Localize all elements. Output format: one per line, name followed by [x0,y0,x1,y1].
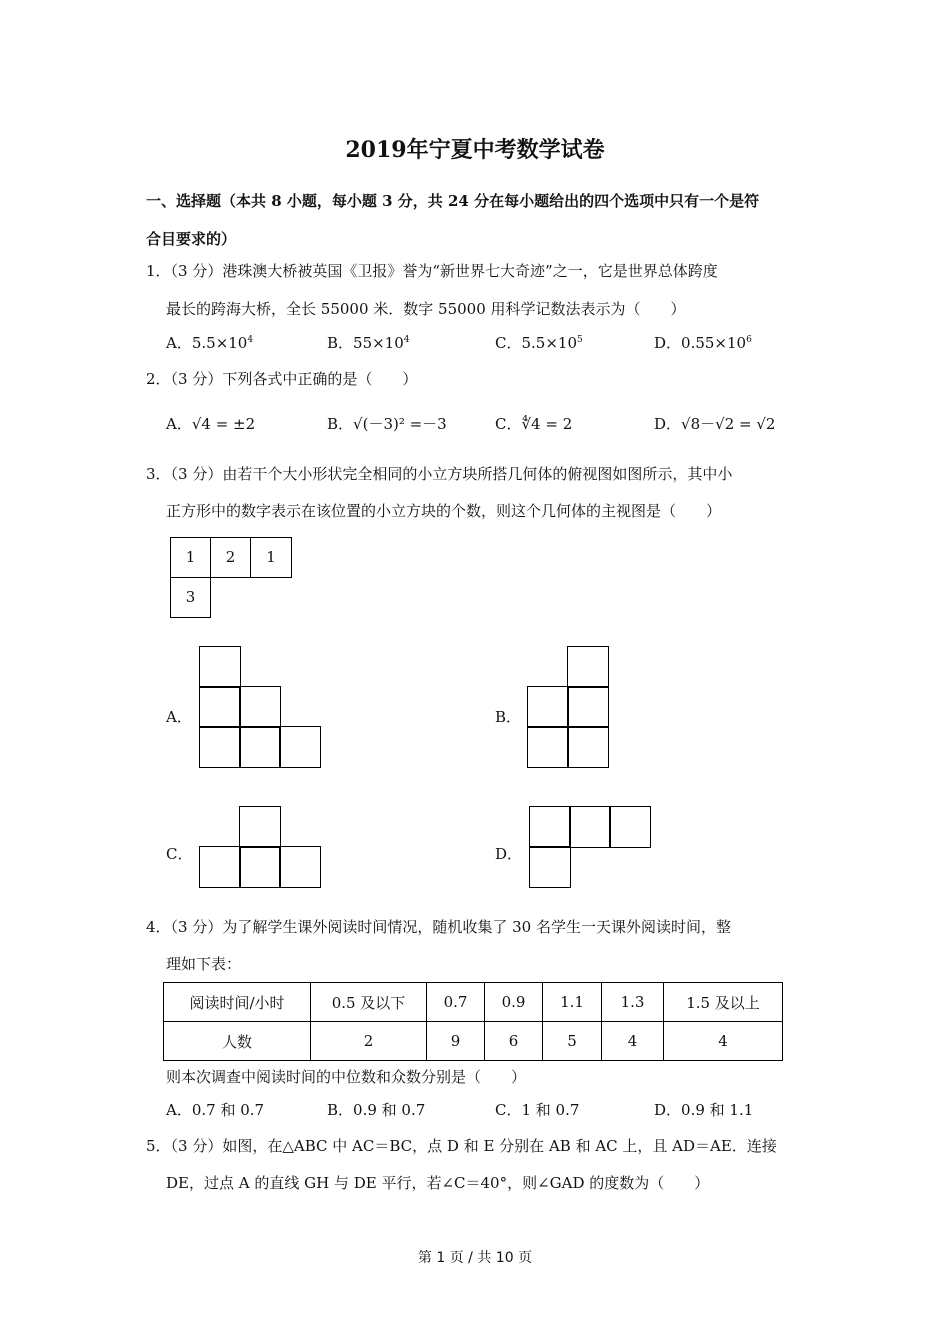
q2-line1: 2．（3 分）下列各式中正确的是（ ） [146,370,418,388]
q1-option-d: D．$0.55\times 10^6$ [654,334,752,352]
q1-option-c: C．$5.5\times 10^5$ [495,334,583,352]
table-cell: 0.5 及以下 [311,983,427,1022]
q1-line1: 1．（3 分）港珠澳大桥被英国《卫报》誉为“新世界七大奇迹”之一，它是世界总体跨度 [146,262,718,280]
q4-line2: 理如下表： [166,955,242,973]
reading-time-table [163,982,783,1061]
top-view-cell: 1 [250,537,292,578]
q3-option-d-label: D． [495,845,523,863]
page-footer: 第 1 页 / 共 10 页 [417,1250,533,1266]
q1-option-b: B．$55\times 10^4$ [327,334,410,352]
top-view-cell: 3 [170,577,211,618]
q4-option-b: B．0.9 和 0.7 [327,1101,426,1119]
q2-option-b: B．√(－3)² =－3 [327,415,447,433]
table-cell: 1.5 及以上 [664,983,783,1022]
q1-option-a: A．$5.5\times 10^4$ [166,334,254,352]
table-cell: 人数 [164,1022,311,1061]
q1-line2: 最长的跨海大桥，全长 55000 米．数字 55000 用科学记数法表示为（ ） [166,300,686,318]
q4-option-d: D．0.9 和 1.1 [654,1101,754,1119]
q3-line2: 正方形中的数字表示在该位置的小立方块的个数，则这个几何体的主视图是（ ） [166,502,722,520]
table-cell: 9 [427,1022,485,1061]
q5-line1: 5．（3 分）如图，在△ABC 中 AC＝BC，点 D 和 E 分别在 AB 和 AC 上，且 AD＝AE．连接 [146,1137,777,1155]
q4-line1: 4．（3 分）为了解学生课外阅读时间情况，随机收集了 30 名学生一天课外阅读时间，整 [146,918,731,936]
q4-option-a: A．0.7 和 0.7 [166,1101,265,1119]
q2-option-c: C．∜4 = 2 [495,415,573,433]
q5-line2: DE，过点 A 的直线 GH 与 DE 平行，若∠C＝40°，则∠GAD 的度数为（ ） [166,1174,710,1192]
q2-option-a: A．√4 = ±2 [166,415,256,433]
table-cell: 5 [543,1022,602,1061]
table-cell: 0.9 [485,983,543,1022]
table-cell: 0.7 [427,983,485,1022]
top-view-cell: 2 [210,537,251,578]
table-row [164,1022,783,1061]
table-cell: 2 [311,1022,427,1061]
q4-line3: 则本次调查中阅读时间的中位数和众数分别是（ ） [166,1068,527,1086]
section-heading-line2: 合目要求的） [146,230,237,248]
table-cell: 6 [485,1022,543,1061]
page-title: 2019年宁夏中考数学试卷 [345,137,605,163]
q3-option-a-label: A． [166,708,192,726]
table-cell: 1.3 [602,983,664,1022]
table-header-row [164,983,783,1022]
q4-option-c: C．1 和 0.7 [495,1101,580,1119]
table-cell: 4 [602,1022,664,1061]
table-cell: 阅读时间/小时 [164,983,311,1022]
top-view-cell: 1 [170,537,211,578]
table-cell: 1.1 [543,983,602,1022]
section-heading-line1: 一、选择题（本共 8 小题，每小题 3 分，共 24 分在每小题给出的四个选项中只有一个是符 [146,192,760,210]
q2-option-d: D．√8－√2 = √2 [654,415,776,433]
q3-option-c-label: C． [166,845,193,863]
q3-option-b-label: B． [495,708,522,726]
table-cell: 4 [664,1022,783,1061]
q3-line1: 3．（3 分）由若干个大小形状完全相同的小立方块所搭几何体的俯视图如图所示，其中小 [146,465,733,483]
